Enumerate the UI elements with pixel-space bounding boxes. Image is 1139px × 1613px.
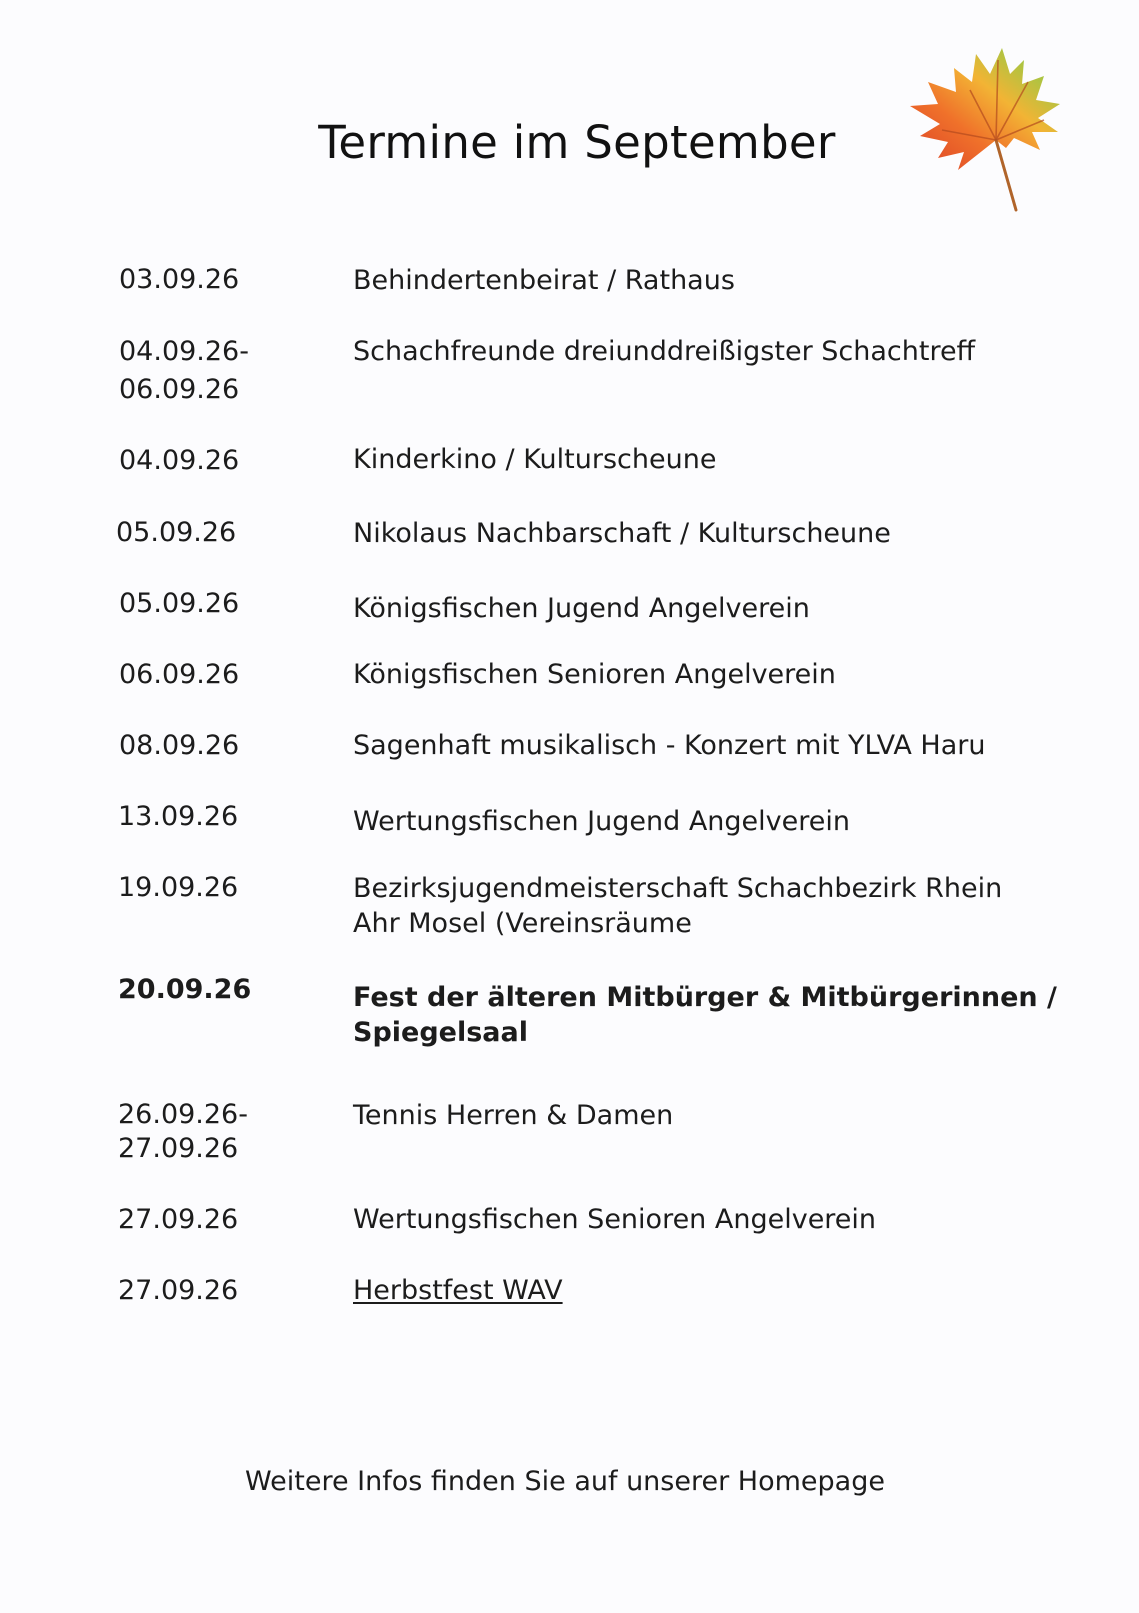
event-description: Wertungsfischen Senioren Angelverein (353, 1204, 877, 1235)
footer-note: Weitere Infos finden Sie auf unserer Homepage (245, 1466, 885, 1497)
herbstfest-link[interactable]: Herbstfest WAV (353, 1275, 563, 1306)
event-description: Königsfischen Jugend Angelverein (353, 593, 810, 624)
event-description-continued: Spiegelsaal (353, 1017, 528, 1048)
event-description: Kinderkino / Kulturscheune (353, 444, 717, 475)
event-date: 04.09.26- (119, 336, 249, 367)
event-date: 03.09.26 (119, 264, 240, 295)
event-date: 19.09.26 (118, 872, 239, 903)
event-date: 13.09.26 (118, 801, 239, 832)
event-date: 27.09.26 (118, 1204, 239, 1235)
event-date: 27.09.26 (118, 1275, 239, 1306)
event-date-end: 27.09.26 (118, 1133, 239, 1164)
event-description: Fest der älteren Mitbürger & Mitbürgerinnen / (353, 982, 1057, 1013)
event-date: 06.09.26 (119, 659, 240, 690)
event-date: 04.09.26 (119, 445, 240, 476)
event-date: 08.09.26 (119, 730, 240, 761)
page-title: Termine im September (318, 116, 836, 169)
event-date-end: 06.09.26 (119, 374, 240, 405)
event-date: 26.09.26- (118, 1099, 248, 1130)
event-description: Sagenhaft musikalisch - Konzert mit YLVA Haru (353, 730, 986, 761)
event-description: Nikolaus Nachbarschaft / Kulturscheune (353, 518, 891, 549)
event-description: Königsfischen Senioren Angelverein (353, 659, 836, 690)
event-date: 20.09.26 (118, 974, 252, 1005)
event-description: Behindertenbeirat / Rathaus (353, 265, 735, 296)
event-date: 05.09.26 (119, 588, 240, 619)
event-description: Wertungsfischen Jugend Angelverein (353, 806, 850, 837)
event-description: Tennis Herren & Damen (353, 1100, 674, 1131)
event-date: 05.09.26 (116, 517, 237, 548)
event-description: Schachfreunde dreiunddreißigster Schachtreff (353, 336, 976, 367)
event-description-continued: Ahr Mosel (Vereinsräume (353, 908, 692, 939)
event-description: Bezirksjugendmeisterschaft Schachbezirk Rhein (353, 873, 1003, 904)
